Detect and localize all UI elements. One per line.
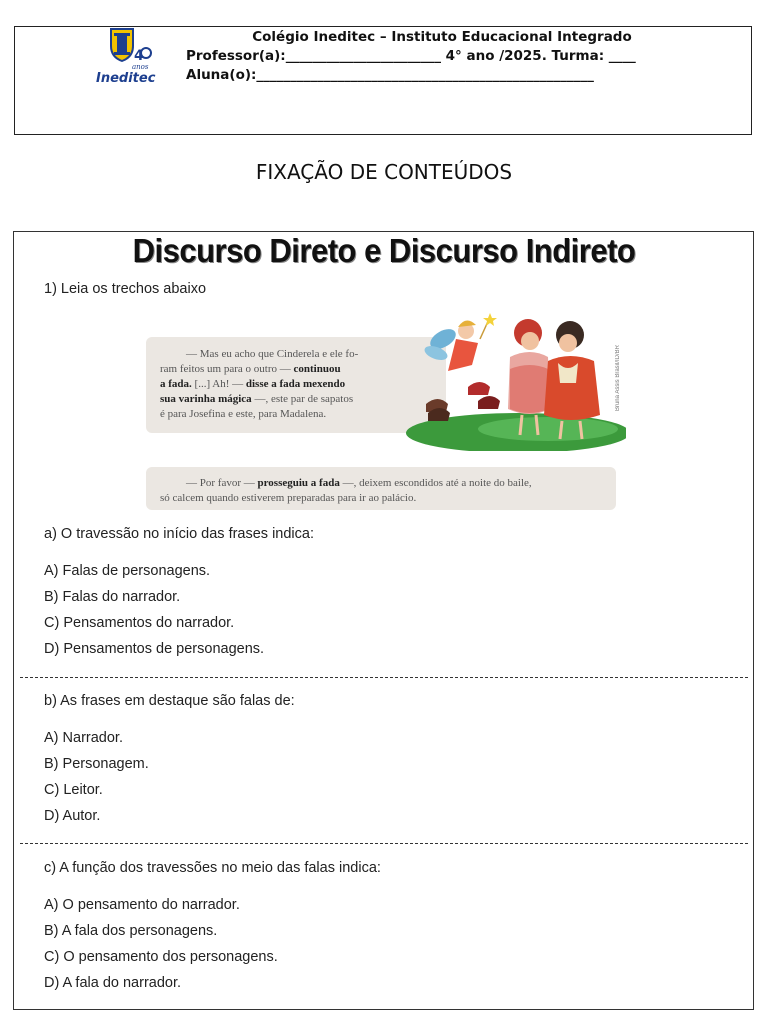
- divider: [20, 677, 748, 678]
- question-1: 1) Leia os trechos abaixo: [44, 281, 207, 297]
- question-a-option[interactable]: B) Falas do narrador.: [44, 589, 181, 605]
- cinderella-illustration: [398, 309, 626, 451]
- divider: [20, 843, 748, 844]
- quote1-line1: — Mas eu acho que Cinderela e ele fo-: [186, 348, 359, 360]
- worksheet-heading: Discurso Direto e Discurso Indireto: [132, 231, 636, 270]
- quote1-line3: a fada. [...] Ah! — disse a fada mexendo: [160, 378, 346, 390]
- teacher-line: Professor(a):_______________________ 4° ano /2025. Turma: ____: [186, 48, 636, 64]
- question-b: b) As frases em destaque são falas de:: [44, 693, 295, 709]
- school-name: Colégio Ineditec – Instituto Educacional Integrado: [252, 29, 632, 45]
- header-lines: [172, 28, 672, 85]
- question-c: c) A função dos travessões no meio das falas indica:: [44, 860, 381, 876]
- school-logo: [94, 26, 160, 86]
- question-c-option[interactable]: C) O pensamento dos personagens.: [44, 949, 278, 965]
- question-c-option[interactable]: B) A fala dos personagens.: [44, 923, 218, 939]
- quote1-line2: ram feitos um para o outro — continuou: [160, 363, 341, 375]
- quote1-line4: sua varinha mágica —, este par de sapatos: [160, 393, 354, 405]
- logo-anos-text: anos: [132, 63, 149, 71]
- question-b-option[interactable]: A) Narrador.: [44, 730, 123, 746]
- question-a-option[interactable]: C) Pensamentos do narrador.: [44, 615, 235, 631]
- quote-box-2: [146, 467, 616, 510]
- svg-text:4: 4: [134, 48, 144, 64]
- question-c-option[interactable]: D) A fala do narrador.: [44, 975, 182, 991]
- logo-wordmark: Ineditec: [96, 71, 156, 86]
- question-b-option[interactable]: D) Autor.: [44, 808, 101, 824]
- page-title: FIXAÇÃO DE CONTEÚDOS: [255, 160, 513, 184]
- question-a-option[interactable]: A) Falas de personagens.: [44, 563, 211, 579]
- question-c-option[interactable]: A) O pensamento do narrador.: [44, 897, 240, 913]
- quote1-line5: é para Josefina e este, para Madalena.: [160, 408, 327, 420]
- question-b-option[interactable]: C) Leitor.: [44, 782, 103, 798]
- question-a-option[interactable]: D) Pensamentos de personagens.: [44, 641, 265, 657]
- illustration-credit: Bruna Assis Brasil/ID/BR: [615, 345, 621, 412]
- student-line: Aluna(o):__________________________________________________: [186, 67, 594, 83]
- question-a: a) O travessão no início das frases indica:: [44, 526, 314, 542]
- quote2-line2: só calcem quando estiverem preparadas para ir ao palácio.: [160, 492, 417, 504]
- quote2-line1: — Por favor — prosseguiu a fada —, deixem escondidos até a noite do baile,: [186, 477, 532, 489]
- question-b-option[interactable]: B) Personagem.: [44, 756, 149, 772]
